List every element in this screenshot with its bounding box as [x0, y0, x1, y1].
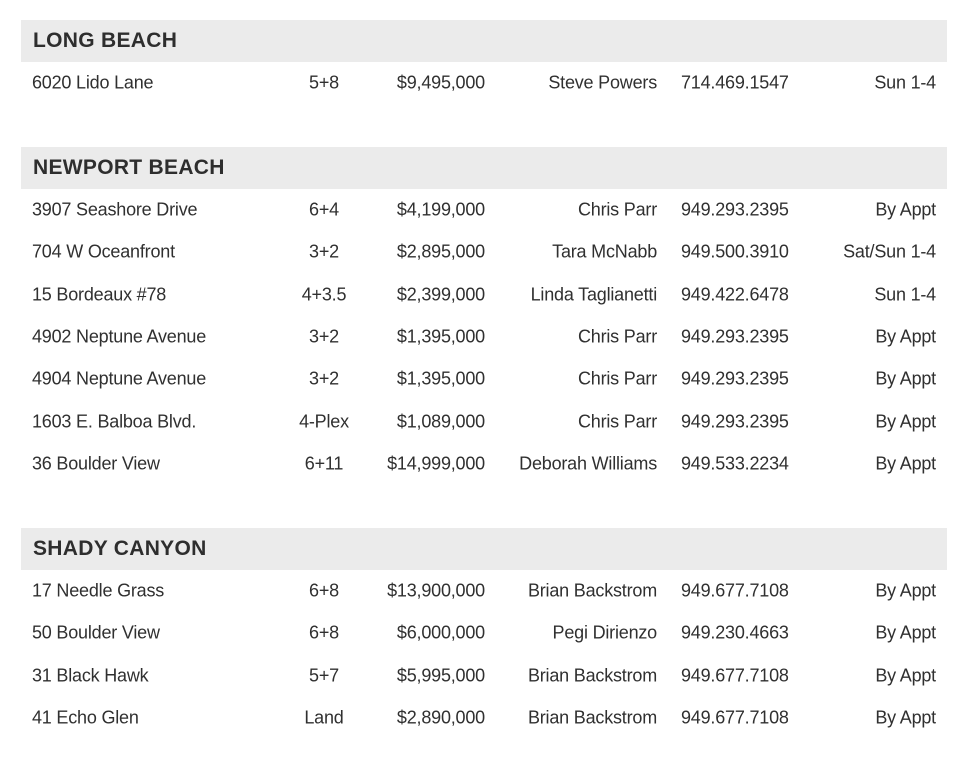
listing-row	[21, 274, 947, 316]
listing-address: 36 Boulder View	[32, 453, 160, 474]
listing-hours: By Appt	[875, 368, 936, 389]
listing-beds-baths: 6+8	[309, 580, 339, 601]
listing-price: $1,395,000	[396, 326, 485, 347]
listing-address: 50 Boulder View	[32, 622, 160, 643]
section-title: LONG BEACH	[33, 29, 178, 52]
listing-beds-baths: 4+3.5	[301, 284, 347, 305]
listing-address: 6020 Lido Lane	[32, 72, 154, 93]
listing-price: $6,000,000	[396, 622, 485, 643]
listing-phone: 949.500.3910	[681, 241, 789, 262]
listing-phone: 714.469.1547	[681, 72, 789, 93]
listing-beds-baths: 4-Plex	[299, 411, 349, 432]
listing-phone: 949.293.2395	[681, 326, 789, 347]
section-header	[21, 20, 947, 62]
section-newport-beach	[21, 147, 947, 485]
listing-agent: Linda Taglianetti	[530, 284, 657, 305]
listing-agent: Pegi Dirienzo	[552, 622, 657, 643]
listing-row	[21, 697, 947, 739]
listing-beds-baths: 6+11	[304, 453, 344, 474]
listing-agent: Tara McNabb	[552, 241, 657, 262]
listing-price: $14,999,000	[387, 453, 485, 474]
listing-price: $4,199,000	[396, 199, 485, 220]
listing-hours: Sun 1-4	[874, 284, 936, 305]
listing-hours: By Appt	[875, 199, 936, 220]
listing-beds-baths: 5+8	[309, 72, 339, 93]
section-header	[21, 528, 947, 570]
listing-beds-baths: 3+2	[309, 368, 339, 389]
listing-price: $9,495,000	[396, 72, 485, 93]
listing-hours: By Appt	[875, 453, 936, 474]
listing-phone: 949.293.2395	[681, 411, 789, 432]
listing-phone: 949.293.2395	[681, 199, 789, 220]
listing-beds-baths: 6+8	[309, 622, 339, 643]
listing-address: 17 Needle Grass	[32, 580, 165, 601]
listing-agent: Deborah Williams	[519, 453, 657, 474]
listing-hours: By Appt	[875, 707, 936, 728]
listing-row	[21, 316, 947, 358]
listing-phone: 949.293.2395	[681, 368, 789, 389]
listing-phone: 949.533.2234	[681, 453, 789, 474]
listing-row	[21, 231, 947, 273]
listing-hours: By Appt	[875, 665, 936, 686]
listing-beds-baths: 6+4	[309, 199, 339, 220]
section-shady-canyon	[21, 528, 947, 739]
listing-agent: Chris Parr	[577, 326, 657, 347]
listing-address: 4902 Neptune Avenue	[32, 326, 207, 347]
listing-address: 1603 E. Balboa Blvd.	[32, 411, 197, 432]
listing-agent: Chris Parr	[577, 368, 657, 389]
listing-address: 31 Black Hawk	[32, 665, 149, 686]
listing-row	[21, 189, 947, 231]
listing-beds-baths: 3+2	[309, 326, 339, 347]
listing-agent: Brian Backstrom	[527, 665, 657, 686]
listing-hours: Sat/Sun 1-4	[843, 241, 936, 262]
listing-phone: 949.677.7108	[681, 665, 789, 686]
listing-row	[21, 443, 947, 485]
listing-agent: Chris Parr	[577, 411, 657, 432]
listing-row	[21, 62, 947, 104]
listing-price: $5,995,000	[396, 665, 485, 686]
listing-hours: By Appt	[875, 326, 936, 347]
listing-price: $2,895,000	[396, 241, 485, 262]
section-title: SHADY CANYON	[33, 537, 207, 560]
listing-row	[21, 612, 947, 654]
listing-price: $2,399,000	[396, 284, 485, 305]
listing-hours: By Appt	[875, 411, 936, 432]
listing-beds-baths: 3+2	[309, 241, 339, 262]
listing-address: 3907 Seashore Drive	[32, 199, 198, 220]
section-long-beach	[21, 20, 947, 104]
listing-hours: Sun 1-4	[874, 72, 936, 93]
listing-hours: By Appt	[875, 580, 936, 601]
listing-row	[21, 655, 947, 697]
listing-beds-baths: 5+7	[309, 665, 339, 686]
listing-price: $2,890,000	[396, 707, 485, 728]
listing-agent: Brian Backstrom	[527, 707, 657, 728]
section-header	[21, 147, 947, 189]
listing-price: $1,089,000	[396, 411, 485, 432]
listing-address: 704 W Oceanfront	[32, 241, 175, 262]
listing-row	[21, 570, 947, 612]
listing-hours: By Appt	[875, 622, 936, 643]
listing-address: 15 Bordeaux #78	[32, 284, 167, 305]
listing-agent: Chris Parr	[577, 199, 657, 220]
listing-agent: Brian Backstrom	[527, 580, 657, 601]
listing-phone: 949.677.7108	[681, 707, 789, 728]
section-title: NEWPORT BEACH	[33, 156, 225, 179]
listing-phone: 949.422.6478	[681, 284, 789, 305]
listing-price: $1,395,000	[396, 368, 485, 389]
listing-address: 41 Echo Glen	[32, 707, 139, 728]
listing-price: $13,900,000	[387, 580, 485, 601]
listing-beds-baths: Land	[304, 707, 344, 728]
listing-address: 4904 Neptune Avenue	[32, 368, 207, 389]
listing-phone: 949.230.4663	[681, 622, 789, 643]
listing-agent: Steve Powers	[548, 72, 657, 93]
listing-row	[21, 400, 947, 442]
listing-row	[21, 358, 947, 400]
listing-phone: 949.677.7108	[681, 580, 789, 601]
